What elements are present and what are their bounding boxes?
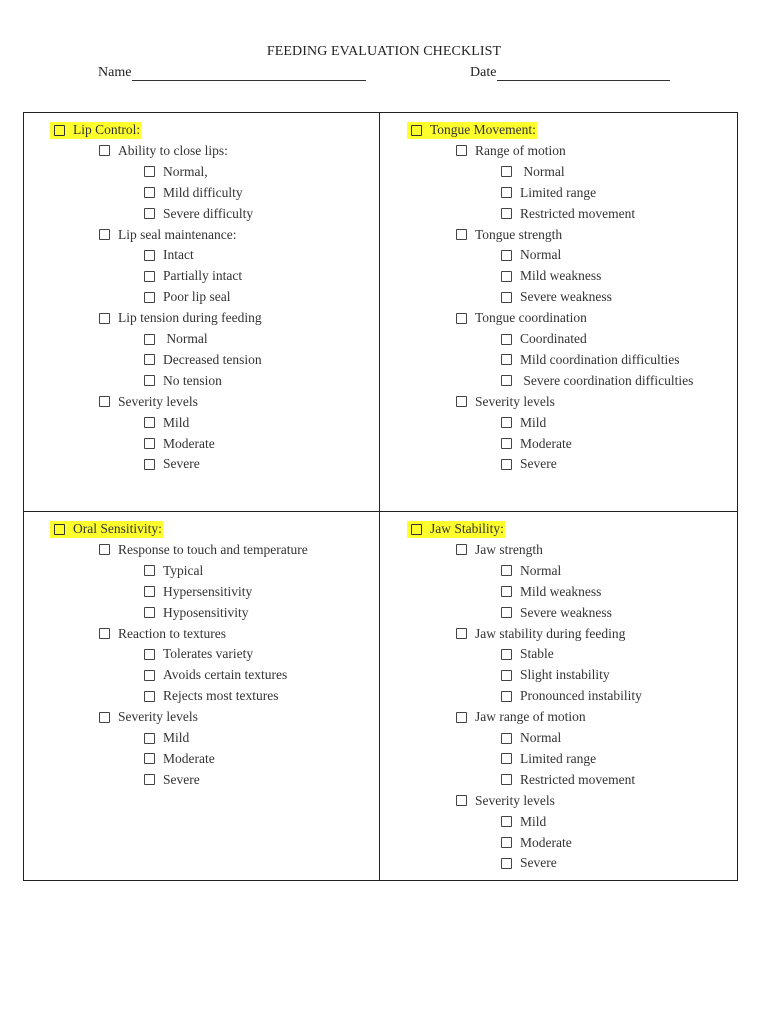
checkbox-label: Mild difficulty xyxy=(163,184,243,200)
checkbox-label: Reaction to textures xyxy=(118,625,226,641)
checkbox-label: Severe xyxy=(163,771,200,787)
date-field[interactable] xyxy=(470,65,670,81)
checkbox-label: Severity levels xyxy=(118,393,198,409)
checkbox[interactable] xyxy=(501,753,512,764)
option-moderate[interactable] xyxy=(501,834,572,852)
checkbox-label: Moderate xyxy=(520,834,572,850)
checkbox-label: Mild xyxy=(520,813,547,829)
option-normal[interactable] xyxy=(501,163,565,181)
checkbox[interactable] xyxy=(99,229,110,240)
checkbox-label: Typical xyxy=(163,562,204,578)
checkbox[interactable] xyxy=(144,166,155,177)
checkbox[interactable] xyxy=(144,438,155,449)
option-severe[interactable] xyxy=(144,771,200,789)
checkbox[interactable] xyxy=(456,229,467,240)
option-normal[interactable] xyxy=(144,163,208,181)
checkbox-label: Severe coordination difficulties xyxy=(520,372,694,388)
checkbox[interactable] xyxy=(99,628,110,639)
checkbox-label: Mild xyxy=(163,730,190,745)
document-title: FEEDING EVALUATION CHECKLIST xyxy=(266,44,502,59)
checkbox[interactable] xyxy=(99,712,110,723)
checkbox-label: Jaw stability during feeding xyxy=(475,625,626,641)
checkbox[interactable] xyxy=(456,628,467,639)
name-input-line[interactable] xyxy=(132,66,366,81)
checkbox[interactable] xyxy=(99,544,110,555)
checkbox-label: Poor lip seal xyxy=(163,289,231,305)
checkbox-label: Restricted movement xyxy=(520,205,636,221)
checkbox-label: Lip seal maintenance: xyxy=(118,226,237,242)
option-moderate[interactable] xyxy=(501,435,572,453)
checkbox-label: Normal xyxy=(520,247,562,263)
option-moderate[interactable] xyxy=(144,750,215,768)
checkbox-label: No tension xyxy=(163,372,222,388)
checkbox[interactable] xyxy=(144,208,155,219)
option-limited-range[interactable] xyxy=(501,750,596,768)
checkbox-label: Tolerates variety xyxy=(163,646,254,662)
checkbox[interactable] xyxy=(501,607,512,618)
checkbox[interactable] xyxy=(144,649,155,660)
option-normal[interactable] xyxy=(501,729,561,747)
option-limited-range[interactable] xyxy=(501,184,596,202)
checkbox[interactable] xyxy=(501,354,512,365)
checkbox[interactable] xyxy=(501,438,512,449)
checkbox[interactable] xyxy=(456,712,467,723)
checkbox[interactable] xyxy=(144,187,155,198)
checkbox-label: Avoids certain textures xyxy=(163,667,288,683)
checkbox-label: Ability to close lips: xyxy=(118,142,228,158)
section-heading-jaw-stability[interactable] xyxy=(411,520,505,538)
checkbox-label: Slight instability xyxy=(520,667,610,683)
checkbox-label: Partially intact xyxy=(163,268,243,284)
checkbox[interactable] xyxy=(456,145,467,156)
criterion-ability-to-close-lips[interactable] xyxy=(99,142,228,160)
checkbox[interactable] xyxy=(501,250,512,261)
option-mild[interactable] xyxy=(501,813,546,831)
checkbox-label: Lip tension during feeding xyxy=(118,310,262,326)
checkbox-label: Normal xyxy=(520,562,562,578)
section-heading-label: Oral Sensitivity: xyxy=(73,521,162,536)
checkbox[interactable] xyxy=(144,459,155,470)
checkbox-label: Decreased tension xyxy=(163,351,262,367)
checkbox[interactable] xyxy=(144,292,155,303)
section-heading-highlight xyxy=(50,521,163,538)
option-no-tension[interactable] xyxy=(144,372,222,390)
criterion-severity-levels[interactable] xyxy=(99,393,198,411)
criterion-range-of-motion[interactable] xyxy=(456,142,566,160)
option-mild-difficulty[interactable] xyxy=(144,184,243,202)
checkbox-label: Mild coordination difficulties xyxy=(520,351,680,367)
checkbox[interactable] xyxy=(144,565,155,576)
option-mild-coordination-difficulties[interactable] xyxy=(501,351,679,369)
checkbox[interactable] xyxy=(501,208,512,219)
checkbox-label: Stable xyxy=(520,646,554,662)
checkbox[interactable] xyxy=(144,417,155,428)
checkbox-label: Mild xyxy=(163,414,190,430)
checkbox-label: Response to touch and temperature xyxy=(118,541,308,557)
criterion-response-to-touch-and-temperature[interactable] xyxy=(99,541,308,559)
checkbox-label: Rejects most textures xyxy=(163,688,279,704)
checkbox[interactable] xyxy=(501,271,512,282)
checkbox-label: Severe xyxy=(520,456,557,472)
checkbox-label: Moderate xyxy=(163,750,215,766)
checkbox[interactable] xyxy=(456,795,467,806)
date-label: Date xyxy=(470,65,497,80)
option-normal[interactable] xyxy=(501,562,561,580)
criterion-lip-tension-during-feeding[interactable] xyxy=(99,309,262,327)
checkbox[interactable] xyxy=(144,774,155,785)
option-severe-weakness[interactable] xyxy=(501,604,612,622)
table-vertical-divider xyxy=(379,112,380,881)
checkbox-label: Moderate xyxy=(163,435,215,451)
checkbox-label: Pronounced instability xyxy=(520,688,642,704)
option-severe-weakness[interactable] xyxy=(501,288,612,306)
checkbox[interactable] xyxy=(99,145,110,156)
checkbox[interactable] xyxy=(501,375,512,386)
checkbox-label: Severity levels xyxy=(475,792,555,808)
checkbox[interactable] xyxy=(501,649,512,660)
option-hyposensitivity[interactable] xyxy=(144,604,249,622)
checkbox[interactable] xyxy=(144,271,155,282)
checkbox[interactable] xyxy=(144,670,155,681)
option-mild[interactable] xyxy=(144,414,189,432)
option-mild[interactable] xyxy=(501,414,546,432)
checkbox[interactable] xyxy=(501,774,512,785)
checkbox-label: Severe xyxy=(163,456,200,472)
criterion-severity-levels[interactable] xyxy=(99,708,198,726)
option-coordinated[interactable] xyxy=(501,330,587,348)
checkbox[interactable] xyxy=(501,187,512,198)
checkbox-label: Intact xyxy=(163,247,194,263)
option-tolerates-variety[interactable] xyxy=(144,645,253,663)
checkbox[interactable] xyxy=(144,691,155,702)
checkbox[interactable] xyxy=(456,544,467,555)
checkbox[interactable] xyxy=(144,334,155,345)
option-poor-lip-seal[interactable] xyxy=(144,288,231,306)
criterion-severity-levels[interactable] xyxy=(456,393,555,411)
name-field[interactable] xyxy=(98,65,366,81)
checkbox[interactable] xyxy=(456,313,467,324)
checkbox[interactable] xyxy=(411,524,422,535)
option-intact[interactable] xyxy=(144,246,194,264)
checkbox[interactable] xyxy=(144,607,155,618)
criterion-jaw-range-of-motion[interactable] xyxy=(456,708,586,726)
section-heading-label: Jaw Stability: xyxy=(430,521,504,536)
checkbox-label: Mild weakness xyxy=(520,268,602,284)
checkbox-label: Limited range xyxy=(520,750,597,766)
checkbox-label: Severe difficulty xyxy=(163,205,254,221)
checkbox[interactable] xyxy=(456,396,467,407)
option-mild-weakness[interactable] xyxy=(501,267,601,285)
checkbox-label: Severity levels xyxy=(118,709,198,725)
checkbox[interactable] xyxy=(501,565,512,576)
option-rejects-most-textures[interactable] xyxy=(144,687,278,705)
checkbox[interactable] xyxy=(144,354,155,365)
checkbox-label: Severe weakness xyxy=(520,289,612,305)
name-label: Name xyxy=(98,65,132,80)
option-partially-intact[interactable] xyxy=(144,267,242,285)
section-heading-label: Tongue Movement: xyxy=(430,122,536,137)
checkbox-label: Severity levels xyxy=(475,393,555,409)
section-heading-highlight xyxy=(407,521,505,538)
checkbox[interactable] xyxy=(501,166,512,177)
checkbox[interactable] xyxy=(411,125,422,136)
checkbox-label: Jaw strength xyxy=(475,541,543,557)
checkbox-label: Mild xyxy=(520,414,547,430)
checkbox-label: Moderate xyxy=(520,435,572,451)
section-heading-highlight xyxy=(407,122,537,139)
checkbox[interactable] xyxy=(144,586,155,597)
checkbox[interactable] xyxy=(54,524,65,535)
option-hypersensitivity[interactable] xyxy=(144,583,252,601)
checkbox[interactable] xyxy=(144,753,155,764)
option-slight-instability[interactable] xyxy=(501,666,610,684)
checkbox-label: Normal, xyxy=(163,163,208,179)
criterion-severity-levels[interactable] xyxy=(456,792,555,810)
option-stable[interactable] xyxy=(501,645,554,663)
checkbox-label: Hyposensitivity xyxy=(163,604,249,620)
checkbox[interactable] xyxy=(54,125,65,136)
section-heading-highlight xyxy=(50,122,141,139)
option-pronounced-instability[interactable] xyxy=(501,687,642,705)
option-moderate[interactable] xyxy=(144,435,215,453)
date-input-line[interactable] xyxy=(497,66,670,81)
criterion-jaw-stability-during-feeding[interactable] xyxy=(456,625,625,643)
checkbox[interactable] xyxy=(501,670,512,681)
section-heading-tongue-movement[interactable] xyxy=(411,121,537,139)
option-decreased-tension[interactable] xyxy=(144,351,262,369)
option-restricted-movement[interactable] xyxy=(501,205,635,223)
checkbox-label: Limited range xyxy=(520,184,597,200)
checkbox-label: Range of motion xyxy=(475,142,566,158)
section-heading-oral-sensitivity[interactable] xyxy=(54,520,163,538)
option-severe[interactable] xyxy=(501,455,557,473)
checkbox-label: Restricted movement xyxy=(520,771,636,787)
checkbox[interactable] xyxy=(501,586,512,597)
criterion-lip-seal-maintenance[interactable] xyxy=(99,226,236,244)
checkbox-label: Normal xyxy=(163,331,208,346)
criterion-reaction-to-textures[interactable] xyxy=(99,625,226,643)
checkbox[interactable] xyxy=(99,396,110,407)
option-severe-coordination-difficulties[interactable] xyxy=(501,372,693,390)
checkbox-label: Coordinated xyxy=(520,331,587,346)
option-severe[interactable] xyxy=(144,455,200,473)
option-restricted-movement[interactable] xyxy=(501,771,635,789)
option-normal[interactable] xyxy=(144,330,208,348)
checkbox[interactable] xyxy=(501,292,512,303)
checkbox[interactable] xyxy=(501,334,512,345)
checkbox-label: Jaw range of motion xyxy=(475,709,586,725)
checkbox-label: Severe xyxy=(520,855,557,871)
checkbox-label: Tongue strength xyxy=(475,226,563,242)
checkbox-label: Tongue coordination xyxy=(475,310,587,326)
checkbox-label: Normal xyxy=(520,730,562,745)
criterion-tongue-strength[interactable] xyxy=(456,226,562,244)
checkbox-label: Severe weakness xyxy=(520,604,612,620)
checkbox[interactable] xyxy=(144,250,155,261)
checkbox[interactable] xyxy=(99,313,110,324)
section-heading-lip-control[interactable] xyxy=(54,121,141,139)
checkbox[interactable] xyxy=(501,459,512,470)
section-heading-label: Lip Control: xyxy=(73,122,141,137)
checkbox[interactable] xyxy=(501,733,512,744)
checkbox[interactable] xyxy=(501,837,512,848)
option-severe-difficulty[interactable] xyxy=(144,205,253,223)
checkbox-label: Normal xyxy=(520,163,565,179)
option-typical[interactable] xyxy=(144,562,203,580)
checkbox-label: Mild weakness xyxy=(520,583,602,599)
criterion-tongue-coordination[interactable] xyxy=(456,309,587,327)
checkbox[interactable] xyxy=(144,375,155,386)
option-mild[interactable] xyxy=(144,729,189,747)
criterion-jaw-strength[interactable] xyxy=(456,541,543,559)
option-normal[interactable] xyxy=(501,246,561,264)
checkbox-label: Hypersensitivity xyxy=(163,583,253,599)
option-mild-weakness[interactable] xyxy=(501,583,601,601)
table-horizontal-divider xyxy=(23,511,738,512)
checkbox[interactable] xyxy=(501,691,512,702)
checkbox[interactable] xyxy=(144,733,155,744)
option-severe[interactable] xyxy=(501,854,557,872)
option-avoids-certain-textures[interactable] xyxy=(144,666,287,684)
checkbox[interactable] xyxy=(501,816,512,827)
checkbox[interactable] xyxy=(501,858,512,869)
checkbox[interactable] xyxy=(501,417,512,428)
